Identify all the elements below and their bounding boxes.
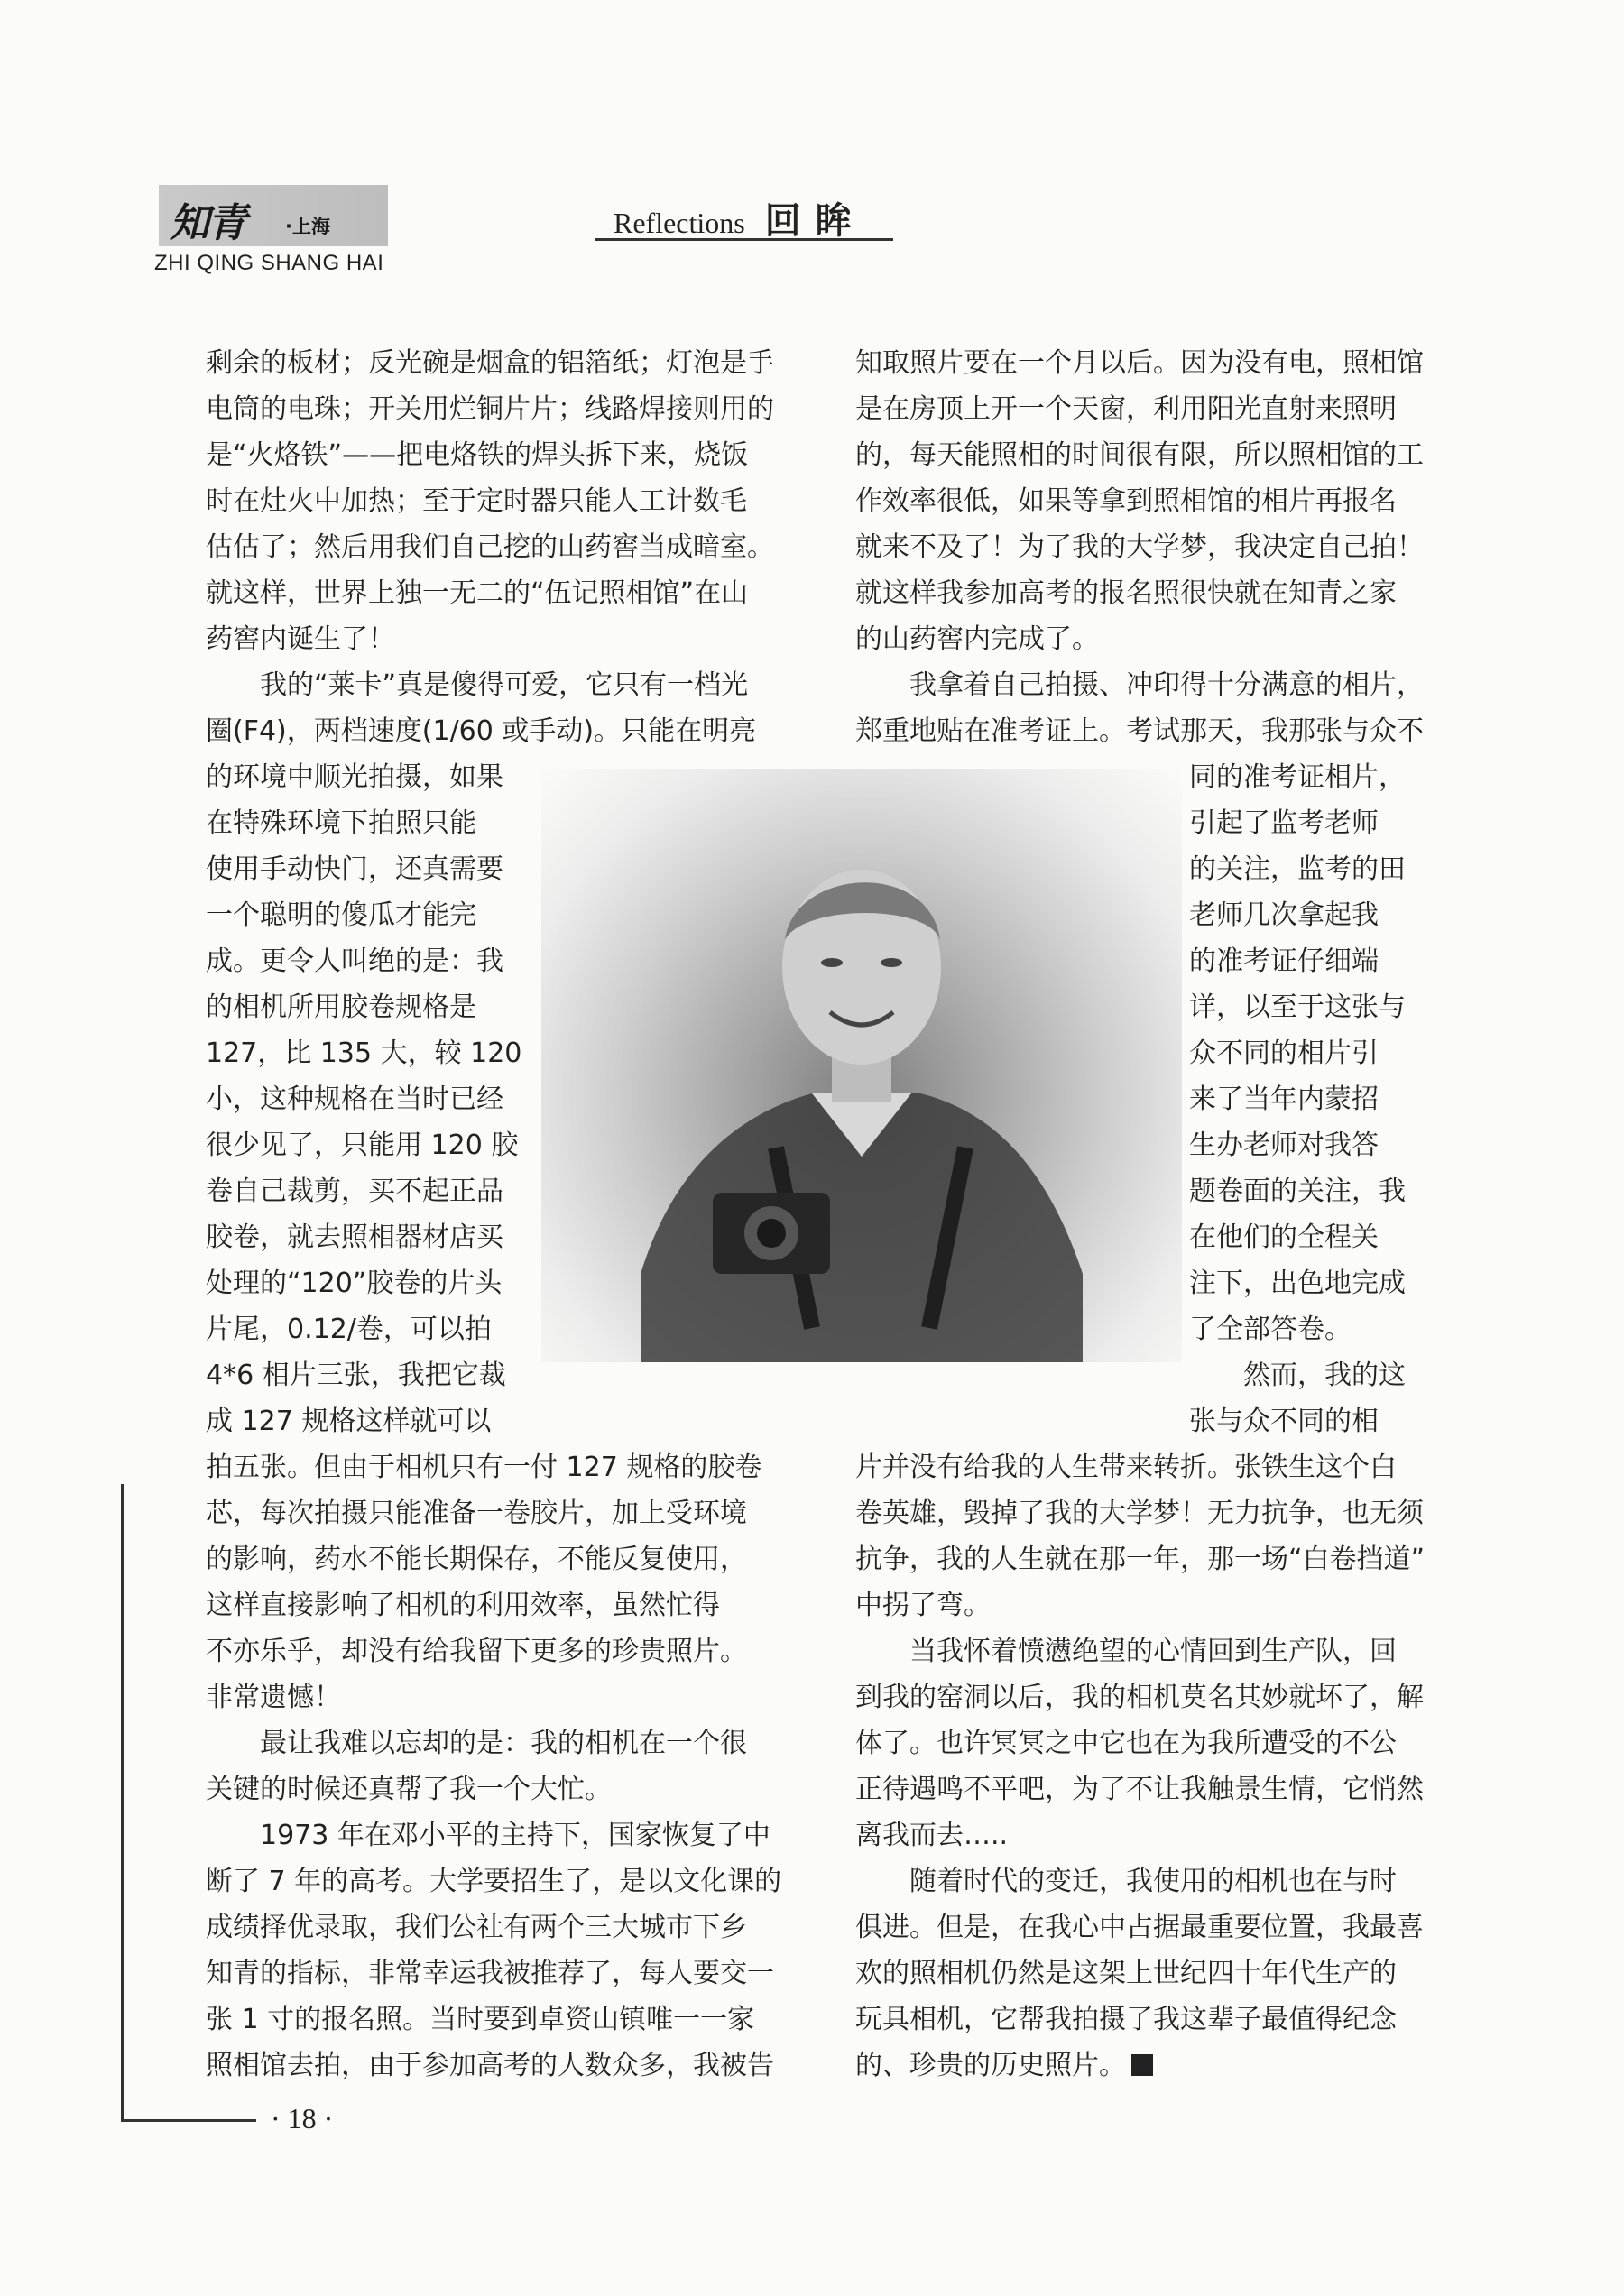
magazine-logo: [159, 185, 388, 246]
text-line: 生办老师对我答: [1189, 1130, 1379, 1161]
text-line: 127，比 135 大，较 120: [206, 1037, 522, 1069]
left-column-upper: [206, 340, 790, 754]
text-line: 小，这种规格在当时已经: [206, 1083, 503, 1115]
text-line: 当我怀着愤懑绝望的心情回到生产队，回: [909, 1636, 1397, 1667]
logo-english: ZHI QING SHANG HAI: [154, 251, 384, 275]
text-line: 拍五张。但由于相机只有一付 127 规格的胶卷: [206, 1452, 762, 1483]
text-line: 的山药窖内完成了。: [855, 623, 1099, 655]
text-line: 卷自己裁剪，买不起正品: [206, 1176, 503, 1207]
text-line: 是“火烙铁”——把电烙铁的焊头拆下来，烧饭: [206, 439, 749, 471]
text-line: 知青的指标，非常幸运我被推荐了，每人要交一: [206, 1958, 774, 1989]
text-line: 引起了监考老师: [1189, 807, 1379, 839]
text-line: 然而，我的这: [1243, 1360, 1406, 1391]
text-line: 注下，出色地完成: [1189, 1268, 1406, 1299]
text-line: 处理的“120”胶卷的片头: [206, 1268, 503, 1299]
text-line: 就来不及了！为了我的大学梦，我决定自己拍！: [855, 531, 1424, 563]
text-line: 知取照片要在一个月以后。因为没有电，照相馆: [855, 347, 1424, 379]
text-line: 的，每天能照相的时间很有限，所以照相馆的工: [855, 439, 1424, 471]
text-line: 时在灶火中加热；至于定时器只能人工计数毛: [206, 485, 747, 517]
text-line: 欢的照相机仍然是这架上世纪四十年代生产的: [855, 1958, 1397, 1989]
text-line: 我拿着自己拍摄、冲印得十分满意的相片，: [909, 669, 1424, 701]
text-line: 成 127 规格这样就可以: [206, 1406, 492, 1437]
text-line: 照相馆去拍，由于参加高考的人数众多，我被告: [206, 2050, 774, 2081]
text-line: 张 1 寸的报名照。当时要到卓资山镇唯一一家: [206, 2004, 755, 2035]
logo-title: 知青: [170, 200, 245, 246]
text-line: 断了 7 年的高考。大学要招生了，是以文化课的: [206, 1866, 782, 1897]
right-column-lower: [855, 1444, 1440, 2089]
text-line: 的关注，监考的田: [1189, 853, 1406, 885]
text-line: 不亦乐乎，却没有给我留下更多的珍贵照片。: [206, 1636, 747, 1667]
text-line: 剩余的板材；反光碗是烟盒的铝箔纸；灯泡是手: [206, 347, 774, 379]
right-column-narrow: [1189, 754, 1440, 1444]
section-english: Reflections: [614, 207, 745, 239]
text-line: 随着时代的变迁，我使用的相机也在与时: [909, 1866, 1397, 1897]
left-column-narrow: [206, 754, 531, 1444]
text-line: 张与众不同的相: [1189, 1406, 1379, 1437]
text-line: 就这样我参加高考的报名照很快就在知青之家: [855, 577, 1397, 609]
text-line: 到我的窑洞以后，我的相机莫名其妙就坏了，解: [855, 1682, 1424, 1713]
section-chinese: 回眸: [764, 200, 866, 242]
text-line: 卷英雄，毁掉了我的大学梦！无力抗争，也无须: [855, 1498, 1424, 1529]
text-line: 片尾，0.12/卷，可以拍: [206, 1314, 492, 1345]
text-line: 是在房顶上开一个天窗，利用阳光直射来照明: [855, 393, 1397, 425]
text-line: 就这样，世界上独一无二的“伍记照相馆”在山: [206, 577, 749, 609]
end-of-article-mark: [1131, 2054, 1153, 2076]
portrait-photo: [541, 769, 1182, 1362]
left-column-lower: [206, 1444, 790, 2089]
text-line: 玩具相机，它帮我拍摄了我这辈子最值得纪念: [855, 2004, 1397, 2035]
text-line: 在特殊环境下拍照只能: [206, 807, 476, 839]
text-line: 估估了；然后用我们自己挖的山药窖当成暗室。: [206, 531, 774, 563]
section-header: [614, 192, 866, 244]
text-line: 中拐了弯。: [855, 1590, 991, 1621]
portrait-illustration: [541, 769, 1182, 1362]
text-line: 的环境中顺光拍摄，如果: [206, 761, 503, 793]
text-line: 作效率很低，如果等拿到照相馆的相片再报名: [855, 485, 1397, 517]
page-number: · 18 ·: [271, 2102, 334, 2135]
text-line: 郑重地贴在准考证上。考试那天，我那张与众不: [855, 715, 1424, 747]
text-line: 众不同的相片引: [1189, 1037, 1379, 1069]
text-line: 详，以至于这张与: [1189, 991, 1406, 1023]
text-line: 抗争，我的人生就在那一年，那一场“白卷挡道”: [855, 1544, 1426, 1575]
left-margin-rule: [121, 1484, 124, 2120]
text-line: 关键的时候还真帮了我一个大忙。: [206, 1774, 612, 1805]
text-line: 药窖内诞生了！: [206, 623, 395, 655]
text-line: 圈(F4)，两档速度(1/60 或手动)。只能在明亮: [206, 715, 757, 747]
text-line: 4*6 相片三张，我把它裁: [206, 1360, 506, 1391]
text-line: 体了。也许冥冥之中它也在为我所遭受的不公: [855, 1728, 1397, 1759]
text-line: 1973 年在邓小平的主持下，国家恢复了中: [260, 1820, 770, 1851]
text-line: 的相机所用胶卷规格是: [206, 991, 476, 1023]
text-line: 我的“莱卡”真是傻得可爱，它只有一档光: [260, 669, 749, 701]
text-line: 很少见了，只能用 120 胶: [206, 1130, 519, 1161]
text-line: 老师几次拿起我: [1189, 899, 1379, 931]
header-rule: [595, 238, 893, 241]
text-line: 一个聪明的傻瓜才能完: [206, 899, 476, 931]
text-line: 电筒的电珠；开关用烂铜片片；线路焊接则用的: [206, 393, 774, 425]
right-column-upper: [855, 340, 1440, 754]
text-line: 芯，每次拍摄只能准备一卷胶片，加上受环境: [206, 1498, 747, 1529]
text-line: 成绩择优录取，我们公社有两个三大城市下乡: [206, 1912, 747, 1943]
text-line: 最让我难以忘却的是：我的相机在一个很: [260, 1728, 747, 1759]
text-line: 片并没有给我的人生带来转折。张铁生这个白: [855, 1452, 1397, 1483]
text-line: 成。更令人叫绝的是：我: [206, 945, 503, 977]
text-line: 同的准考证相片，: [1189, 761, 1406, 793]
text-line: 题卷面的关注，我: [1189, 1176, 1406, 1207]
text-line: 了全部答卷。: [1189, 1314, 1352, 1345]
text-line: 来了当年内蒙招: [1189, 1083, 1379, 1115]
logo-subtitle: ·上海: [285, 216, 330, 237]
text-line: 的、珍贵的历史照片。: [855, 2042, 1440, 2089]
text-line: 的准考证仔细端: [1189, 945, 1379, 977]
text-line: 的影响，药水不能长期保存，不能反复使用，: [206, 1544, 747, 1575]
text-line: 正待遇鸣不平吧，为了不让我触景生情，它悄然: [855, 1774, 1424, 1805]
text-line: 非常遗憾！: [206, 1682, 341, 1713]
footer-rule: [121, 2119, 256, 2122]
text-line: 胶卷，就去照相器材店买: [206, 1222, 503, 1253]
text-line: 使用手动快门，还真需要: [206, 853, 503, 885]
text-line: 在他们的全程关: [1189, 1222, 1379, 1253]
text-line: 这样直接影响了相机的利用效率，虽然忙得: [206, 1590, 720, 1621]
text-line: 离我而去…..: [855, 1820, 1009, 1851]
text-line: 俱进。但是，在我心中占据最重要位置，我最喜: [855, 1912, 1424, 1943]
